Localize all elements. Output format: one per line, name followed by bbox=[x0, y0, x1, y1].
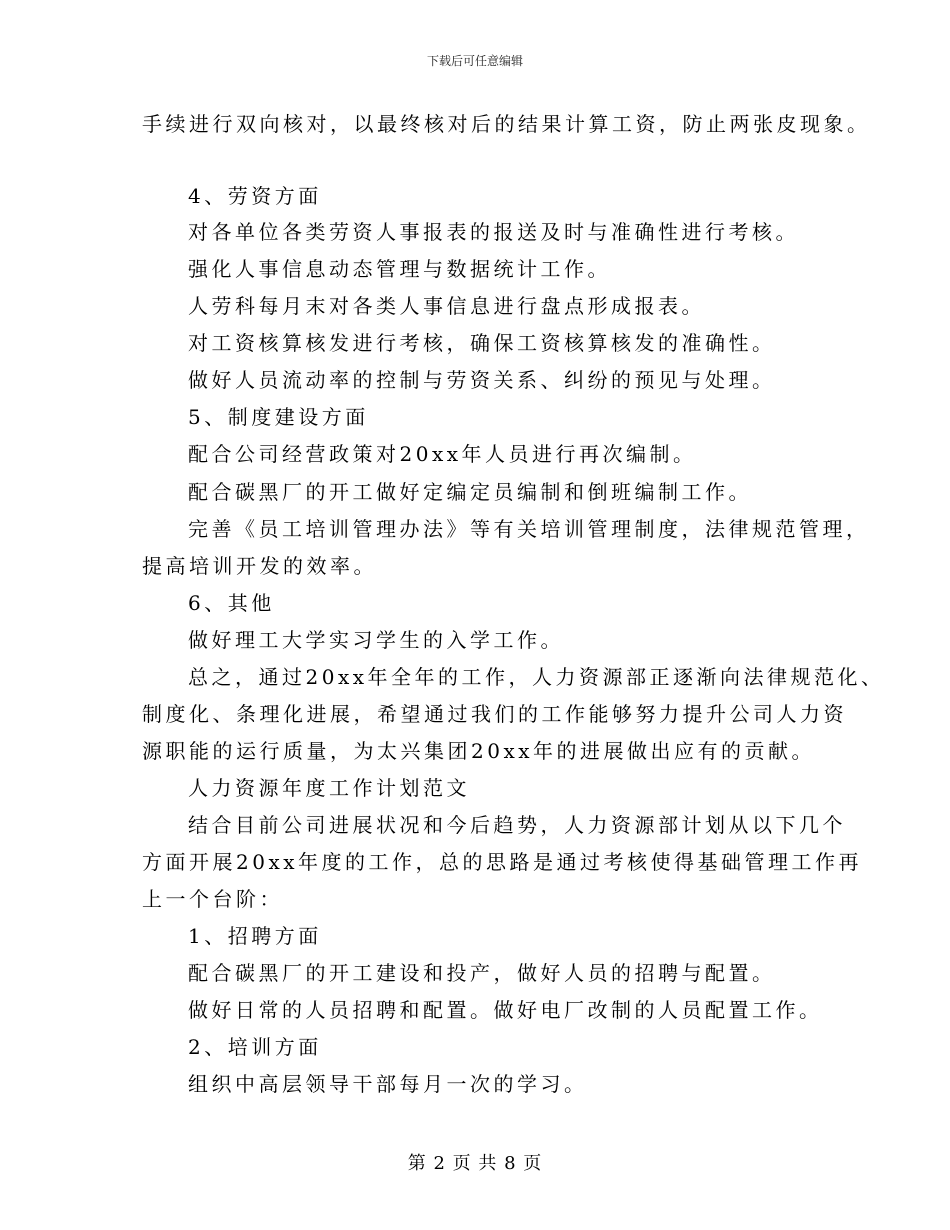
body-line: 配合公司经营政策对20xx年人员进行再次编制。 bbox=[188, 442, 697, 466]
body-line: 组织中高层领导干部每月一次的学习。 bbox=[188, 1072, 588, 1096]
body-line: 方面开展20xx年度的工作，总的思路是通过考核使得基础管理工作再 bbox=[142, 850, 863, 874]
body-line: 做好人员流动率的控制与劳资关系、纠纷的预见与处理。 bbox=[188, 368, 776, 392]
document-title: 人力资源年度工作计划范文 bbox=[188, 776, 470, 800]
section-heading: 4、劳资方面 bbox=[188, 184, 322, 208]
body-line: 提高培训开发的效率。 bbox=[142, 554, 377, 578]
body-line: 对工资核算核发进行考核，确保工资核算核发的准确性。 bbox=[188, 331, 776, 355]
body-line: 手续进行双向核对，以最终核对后的结果计算工资，防止两张皮现象。 bbox=[142, 112, 871, 136]
body-line: 源职能的运行质量，为太兴集团20xx年的进展做出应有的贡献。 bbox=[142, 739, 816, 763]
section-heading: 6、其他 bbox=[188, 591, 275, 615]
body-line: 结合目前公司进展状况和今后趋势，人力资源部计划从以下几个 bbox=[188, 813, 846, 837]
body-line: 完善《员工培训管理办法》等有关培训管理制度，法律规范管理， bbox=[188, 517, 870, 541]
body-line: 做好理工大学实习学生的入学工作。 bbox=[188, 628, 564, 652]
body-line: 配合碳黑厂的开工做好定编定员编制和倒班编制工作。 bbox=[188, 480, 752, 504]
body-line: 总之，通过20xx年全年的工作，人力资源部正逐渐向法律规范化、 bbox=[188, 665, 885, 689]
page-number: 第 2 页 共 8 页 bbox=[407, 1153, 543, 1174]
page-header-note: 下载后可任意编辑 bbox=[426, 54, 523, 68]
body-line: 制度化、条理化进展，希望通过我们的工作能够努力提升公司人力资 bbox=[142, 702, 847, 726]
body-line: 强化人事信息动态管理与数据统计工作。 bbox=[188, 257, 611, 281]
section-heading: 1、招聘方面 bbox=[188, 924, 322, 948]
section-heading: 2、培训方面 bbox=[188, 1035, 322, 1059]
body-line: 对各单位各类劳资人事报表的报送及时与准确性进行考核。 bbox=[188, 220, 799, 244]
body-line: 做好日常的人员招聘和配置。做好电厂改制的人员配置工作。 bbox=[188, 998, 823, 1022]
body-line: 配合碳黑厂的开工建设和投产，做好人员的招聘与配置。 bbox=[188, 961, 776, 985]
body-line: 人劳科每月末对各类人事信息进行盘点形成报表。 bbox=[188, 294, 705, 318]
section-heading: 5、制度建设方面 bbox=[188, 405, 369, 429]
body-line: 上一个台阶： bbox=[142, 887, 283, 911]
